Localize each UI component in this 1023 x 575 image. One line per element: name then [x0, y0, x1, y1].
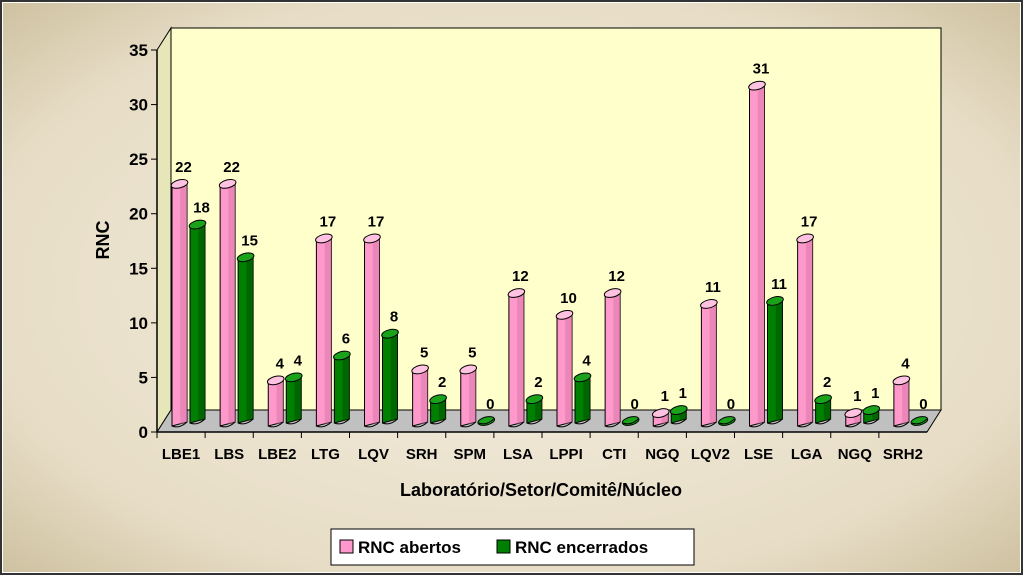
- bar-rnc-abertos: [267, 374, 285, 426]
- data-label: 1: [853, 388, 862, 406]
- data-label: 22: [175, 158, 192, 176]
- bar-rnc-encerrados: [188, 219, 206, 424]
- x-tick-label: SRH: [405, 446, 438, 463]
- y-tick-label: 35: [129, 41, 148, 60]
- bar-rnc-abertos: [218, 178, 236, 427]
- data-label: 18: [193, 199, 210, 217]
- legend-swatch-abertos: [340, 540, 353, 553]
- x-tick-label: NGQ: [837, 446, 872, 463]
- x-tick-label: LSE: [743, 446, 774, 463]
- bar-rnc-abertos: [796, 233, 814, 427]
- bar-rnc-abertos: [892, 374, 910, 426]
- bar-rnc-abertos: [748, 80, 766, 427]
- bar-rnc-encerrados: [766, 295, 784, 424]
- x-tick-label: LSA: [502, 446, 533, 463]
- y-tick-label: 10: [129, 313, 148, 333]
- x-tick-label: LGA: [790, 446, 823, 463]
- data-label: 10: [560, 289, 577, 307]
- y-tick-label: 25: [129, 150, 148, 170]
- bar-rnc-encerrados: [236, 251, 254, 424]
- y-axis-title: RNC: [93, 220, 113, 260]
- data-label: 0: [919, 396, 928, 413]
- data-label: 0: [486, 396, 495, 413]
- data-label: 4: [275, 355, 284, 373]
- y-tick-label: 30: [129, 95, 148, 115]
- data-label: 8: [389, 308, 399, 326]
- x-tick-label: LPPI: [549, 446, 583, 463]
- data-label: 1: [871, 385, 880, 403]
- chart-back-wall: [171, 28, 941, 410]
- data-label: 4: [293, 352, 302, 370]
- legend-swatch-encerrados: [497, 540, 510, 553]
- bar-rnc-abertos: [555, 309, 573, 427]
- y-tick-label: 5: [138, 368, 148, 388]
- data-label: 2: [534, 374, 543, 392]
- x-tick-label: NGQ: [645, 446, 680, 463]
- data-label: 17: [800, 213, 818, 231]
- bar-rnc-abertos: [170, 178, 188, 427]
- data-label: 17: [319, 213, 337, 231]
- data-label: 5: [419, 344, 429, 362]
- bar-rnc-abertos: [363, 233, 381, 427]
- data-label: 2: [822, 374, 832, 392]
- bar-rnc-encerrados: [573, 371, 591, 423]
- data-label: 4: [901, 355, 910, 373]
- data-label: 5: [468, 344, 477, 362]
- bar-rnc-abertos: [315, 233, 333, 427]
- data-label: 22: [223, 158, 240, 176]
- data-label: 0: [726, 396, 736, 413]
- data-label: 1: [660, 388, 669, 406]
- data-label: 0: [630, 396, 639, 413]
- bar-rnc-encerrados: [381, 328, 399, 424]
- x-tick-label: SPM: [453, 446, 487, 463]
- data-label: 2: [437, 374, 447, 392]
- data-label: 11: [771, 275, 787, 293]
- bar-rnc-abertos: [700, 298, 718, 427]
- x-tick-label: LBS: [214, 446, 245, 463]
- bar-rnc-abertos: [411, 363, 429, 426]
- x-tick-label: CTI: [602, 446, 627, 463]
- y-tick-label: 0: [138, 423, 148, 442]
- bar-rnc-abertos: [459, 363, 477, 426]
- x-tick-label: SRH2: [882, 446, 923, 463]
- legend: [331, 529, 694, 565]
- bar-rnc-encerrados: [525, 393, 543, 424]
- data-label: 4: [582, 352, 591, 370]
- y-tick-label: 20: [129, 204, 148, 224]
- bar-rnc-encerrados: [814, 393, 832, 424]
- data-label: 15: [241, 232, 258, 250]
- bar-rnc-encerrados: [429, 393, 447, 424]
- x-tick-label: LBE1: [161, 446, 201, 463]
- bar-rnc-encerrados: [333, 350, 351, 424]
- x-axis-title: Laboratório/Setor/Comitê/Núcleo: [399, 480, 683, 500]
- bar-rnc-abertos: [507, 287, 525, 427]
- data-label: 12: [608, 268, 625, 286]
- data-label: 11: [704, 278, 721, 296]
- x-tick-label: LTG: [310, 446, 340, 463]
- bar-rnc-abertos: [603, 287, 621, 427]
- x-tick-label: LQV: [358, 446, 389, 463]
- data-label: 6: [341, 330, 351, 348]
- data-label: 1: [678, 385, 687, 403]
- y-tick-label: 15: [129, 259, 148, 279]
- chart-side-wall: [157, 28, 171, 432]
- x-tick-label: LBE2: [258, 446, 297, 463]
- data-label: 17: [367, 213, 385, 231]
- data-label: 31: [752, 60, 770, 78]
- bar-rnc-encerrados: [285, 371, 303, 423]
- x-tick-label: LQV2: [690, 446, 731, 463]
- legend-label-encerrados: RNC encerrados: [515, 538, 649, 557]
- legend-label-abertos: RNC abertos: [358, 538, 461, 557]
- data-label: 12: [512, 268, 529, 286]
